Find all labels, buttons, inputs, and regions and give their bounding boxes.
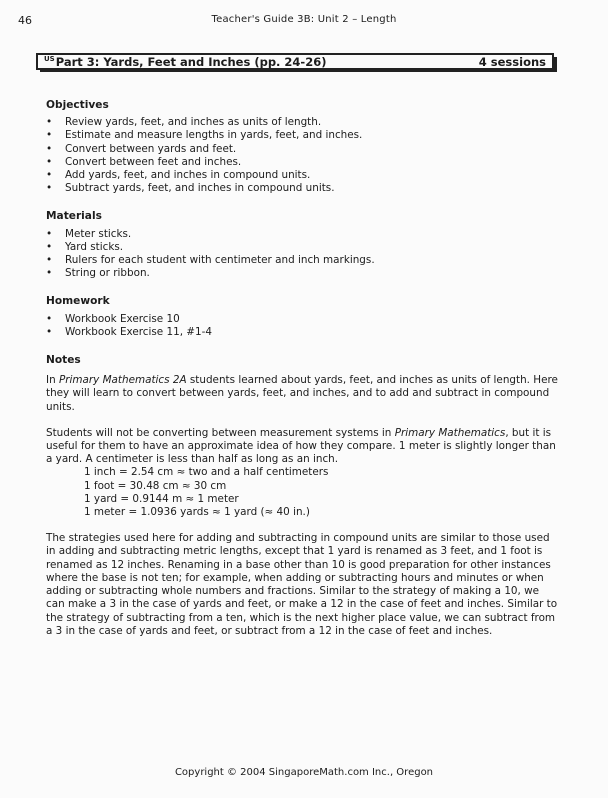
notes-p1-prefix: In: [46, 374, 59, 387]
objective-item: • Estimate and measure lengths in yards, feet, and inches.: [46, 129, 558, 142]
copyright-footer: Copyright © 2004 SingaporeMath.com Inc., Oregon: [174, 767, 434, 778]
materials-list: [46, 228, 558, 281]
homework-heading: Homework: [46, 295, 110, 308]
materials-heading: Materials: [46, 210, 102, 223]
objective-item: • Convert between feet and inches.: [46, 156, 558, 169]
homework-list: [46, 313, 558, 339]
notes-paragraph-2: [46, 427, 558, 467]
conversion-line: 1 inch = 2.54 cm ≈ two and a half centimeters: [84, 466, 329, 479]
objective-item: • Convert between yards and feet.: [46, 143, 558, 156]
book-title: Primary Mathematics: [394, 426, 506, 439]
conversion-line: 1 yard = 0.9144 m ≈ 1 meter: [84, 492, 239, 505]
objective-item: • Subtract yards, feet, and inches in compound units.: [46, 182, 558, 195]
sessions-count: 4 sessions: [478, 54, 546, 69]
material-item: • Rulers for each student with centimeter and inch markings.: [46, 254, 558, 267]
conversion-line: 1 meter = 1.0936 yards ≈ 1 yard (≈ 40 in.): [84, 506, 310, 519]
notes-p2-prefix: Students will not be converting between measurement systems in: [46, 426, 395, 439]
page-content: [46, 99, 558, 638]
notes-heading: Notes: [46, 354, 81, 367]
conversion-list: [84, 466, 558, 519]
us-superscript: US: [44, 54, 55, 63]
homework-item: • Workbook Exercise 11, #1-4: [46, 326, 558, 339]
running-header: Teacher's Guide 3B: Unit 2 – Length: [211, 14, 397, 25]
section-title-text: Part 3: Yards, Feet and Inches (pp. 24-26): [55, 54, 327, 69]
homework-item: • Workbook Exercise 10: [46, 313, 558, 326]
material-item: • String or ribbon.: [46, 267, 558, 280]
homework-section: [46, 295, 558, 339]
notes-paragraph-1: [46, 374, 558, 414]
material-item: • Meter sticks.: [46, 228, 558, 241]
section-title: [44, 55, 326, 69]
material-item: • Yard sticks.: [46, 241, 558, 254]
notes-section: [46, 354, 558, 638]
book-title: Primary Mathematics 2A: [58, 374, 187, 387]
notes-p1-rest: students learned about yards, feet, and inches as units of length. Here they will learn to convert between yards, feet, and inches, and to add and subtract in compound units.: [46, 374, 558, 413]
page-number: 46: [18, 14, 32, 27]
section-title-bar: [36, 53, 554, 70]
notes-p2-rest: , but it is useful for them to have an approximate idea of how they compare. 1 meter is slightly longer than a yard. A centimeter is less than half as long as an inch.: [46, 426, 556, 466]
objectives-list: [46, 116, 558, 195]
notes-paragraph-3: The strategies used here for adding and subtracting in compound units are similar to those used in adding and subtracting metric lengths, except that 1 yard is renamed as 3 feet, and 1 foot is renamed as 12 inches. Renaming in a base other than 10 is good preparation for other instances where the base is not ten; for example, when adding or subtracting hours and minutes or when adding or subtracting whole numbers and fractions. Similar to the strategy of making a 10, we can make a 3 in the case of yards and feet, or make a 12 in the case of feet and inches. Similar to the strategy of subtracting from a ten, which is the next higher place value, we can subtract from a 3 in the case of yards and feet, or subtract from a 12 in the case of feet and inches.: [46, 532, 558, 637]
objective-item: • Review yards, feet, and inches as units of length.: [46, 116, 558, 129]
objective-item: • Add yards, feet, and inches in compound units.: [46, 169, 558, 182]
objectives-heading: Objectives: [46, 99, 109, 111]
conversion-line: 1 foot = 30.48 cm ≈ 30 cm: [84, 479, 227, 492]
title-bar-shadow-bottom: [40, 70, 557, 72]
materials-section: [46, 210, 558, 280]
objectives-section: [46, 99, 558, 195]
